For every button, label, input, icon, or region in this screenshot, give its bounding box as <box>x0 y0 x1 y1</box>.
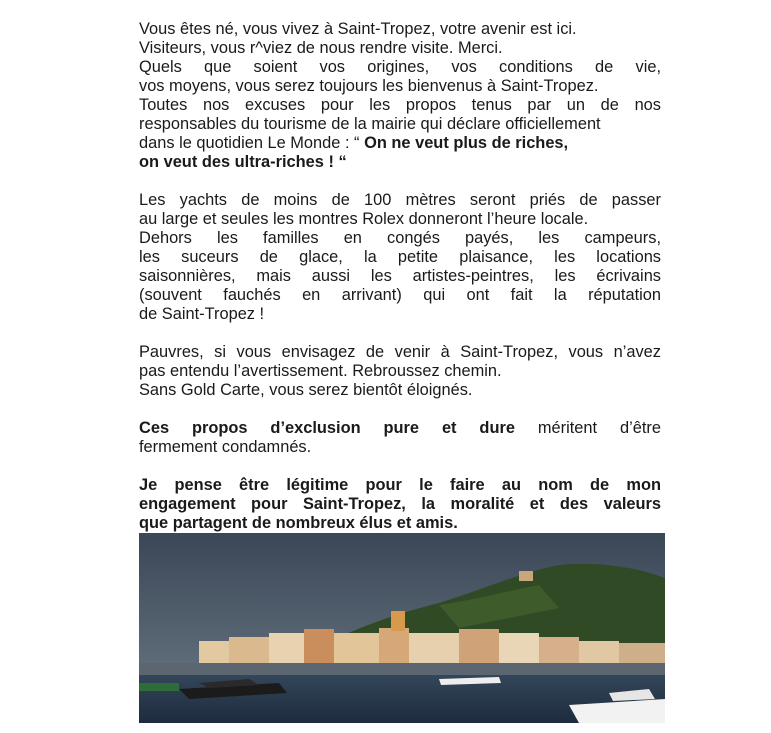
document-body <box>139 20 661 533</box>
legitimacy-line: engagement pour Saint-Tropez, la moralité et des valeurs <box>139 495 661 513</box>
quote-intro-text: dans le quotidien Le Monde : “ <box>139 134 365 152</box>
warning-line: pas entendu l’avertissement. Rebroussez chemin. <box>139 362 502 380</box>
intro-line: Quels que soient vos origines, vos conditions de vie, <box>139 58 661 76</box>
intro-line: responsables du tourisme de la mairie qui déclare officiellement <box>139 115 601 133</box>
harbour-wall <box>139 663 665 675</box>
intro-line: Visiteurs, vous r^viez de nous rendre visite. Merci. <box>139 39 503 57</box>
yachts-line: de Saint-Tropez ! <box>139 305 265 323</box>
intro-line: Vous êtes né, vous vivez à Saint-Tropez, votre avenir est ici. <box>139 20 577 38</box>
yachts-line: Les yachts de moins de 100 mètres seront priés de passer <box>139 191 661 209</box>
yachts-line: Dehors les familles en congés payés, les campeurs, <box>139 229 661 247</box>
paragraph-condemn-line-1 <box>139 419 661 438</box>
legitimacy-line: Je pense être légitime pour le faire au nom de mon <box>139 476 661 494</box>
yachts-line: les suceurs de glace, la petite plaisance, les locations <box>139 248 661 266</box>
condemn-bold-text: Ces propos d’exclusion pure et dure <box>139 419 515 437</box>
yachts-line: saisonnières, mais aussi les artistes-peintres, les écrivains <box>139 267 661 285</box>
quote-line <box>139 134 661 153</box>
paragraph-condemn-line-2: fermement condamnés. <box>139 438 312 456</box>
legitimacy-line: que partagent de nombreux élus et amis. <box>139 514 458 532</box>
yachts-line: (souvent fauchés en arrivant) qui ont fait la réputation <box>139 286 661 304</box>
intro-line: vos moyens, vous serez toujours les bienvenus à Saint-Tropez. <box>139 77 599 95</box>
paragraph-legitimacy <box>139 476 661 533</box>
intro-line: Toutes nos excuses pour les propos tenus par un de nos <box>139 96 661 114</box>
paragraph-intro <box>139 20 661 134</box>
saint-tropez-harbour-photo <box>139 533 665 723</box>
warning-line: Pauvres, si vous envisagez de venir à Saint-Tropez, vous n’avez <box>139 343 661 361</box>
yachts-line: au large et seules les montres Rolex donneront l’heure locale. <box>139 210 589 228</box>
quote-line-2: on veut des ultra-riches ! “ <box>139 153 347 171</box>
paragraph-warning <box>139 343 661 400</box>
condemn-rest-text: méritent d’être <box>514 419 661 437</box>
paragraph-yachts <box>139 191 661 324</box>
quote-bold-text: On ne veut plus de riches, <box>364 134 569 152</box>
warning-line: Sans Gold Carte, vous serez bientôt éloignés. <box>139 381 473 399</box>
